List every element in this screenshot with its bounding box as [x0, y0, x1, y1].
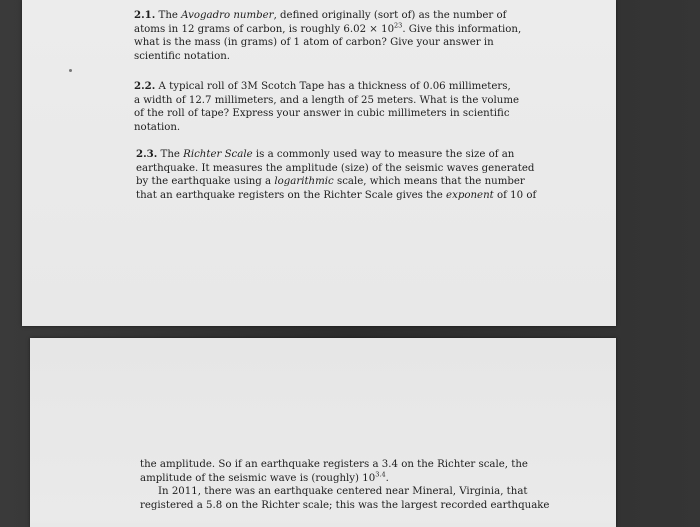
term-logarithmic: logarithmic — [274, 176, 334, 188]
term-avogadro: Avogadro number — [181, 10, 274, 21]
text: The — [157, 149, 184, 160]
term-exponent: exponent — [446, 189, 494, 201]
text: A typical roll of 3M Scotch Tape has a thickness of 0.06 millimeters, — [155, 81, 511, 92]
text: scientific notation. — [134, 50, 231, 62]
term-richter-scale: Richter Scale — [183, 149, 253, 160]
worksheet-page-bottom — [30, 338, 616, 527]
text: . — [385, 472, 389, 484]
text: of the roll of tape? Express your answer in cubic millimeters in scientific — [134, 108, 510, 120]
problem-number: 2.1. — [134, 9, 156, 21]
problem-2-2 — [134, 80, 520, 134]
text: . Give this information, — [402, 23, 522, 35]
text: atoms in 12 grams of carbon, is roughly 6.02 × 10 — [134, 23, 395, 35]
text: earthquake. It measures the amplitude (size) of the seismic waves generated — [136, 162, 535, 174]
text: The — [155, 10, 182, 21]
problem-number: 2.3. — [136, 148, 158, 160]
text: , defined originally (sort of) as the number of — [273, 10, 507, 21]
text: by the earthquake using a — [136, 176, 275, 188]
text: of 10 of — [493, 189, 537, 201]
worksheet-page-top — [22, 0, 616, 326]
text: scale, which means that the number — [333, 176, 525, 188]
text: In 2011, there was an earthquake centered near Mineral, Virginia, that — [158, 486, 528, 498]
text: the amplitude. So if an earthquake registers a 3.4 on the Richter scale, the — [140, 459, 528, 470]
problem-2-3 — [136, 148, 537, 202]
text: that an earthquake registers on the Richter Scale gives the — [136, 189, 447, 201]
problem-2-3-continued — [140, 458, 550, 512]
text: amplitude of the seismic wave is (roughly) 10 — [140, 472, 376, 484]
exponent: 23 — [394, 21, 403, 30]
text: a width of 12.7 millimeters, and a length of 25 meters. What is the volume — [134, 94, 520, 106]
problem-number: 2.2. — [134, 80, 156, 92]
text: registered a 5.8 on the Richter scale; this was the largest recorded earthquake — [140, 499, 550, 511]
margin-mark — [69, 69, 72, 72]
text: is a commonly used way to measure the size of an — [252, 149, 515, 160]
text: what is the mass (in grams) of 1 atom of carbon? Give your answer in — [134, 37, 494, 49]
exponent: 3.4 — [375, 470, 386, 479]
page-edge-shade — [30, 519, 616, 527]
text: notation. — [134, 121, 181, 133]
problem-2-1 — [134, 9, 522, 63]
